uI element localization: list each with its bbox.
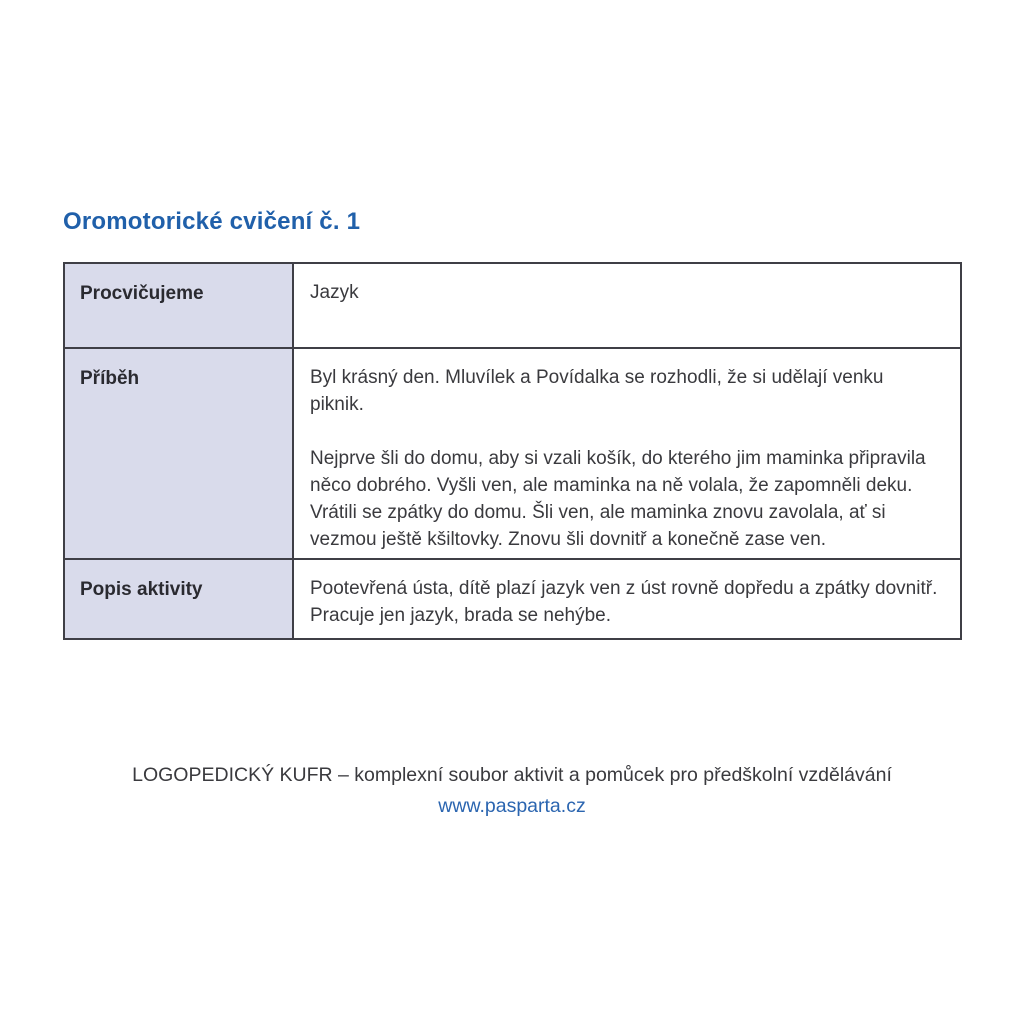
table-row-pribeh <box>64 348 961 559</box>
row-content-popis-aktivity <box>293 559 961 639</box>
row-content-procvicujeme <box>293 263 961 348</box>
content-paragraph: Jazyk <box>310 282 359 303</box>
content-paragraph: Nejprve šli do domu, aby si vzali košík, do kterého jim maminka připravila něco dobrého. Vyšli ven, ale maminka na ně volala, že zapomněli deku. Vrátili se zpátky do domu. Šli ven, ale maminka znovu zavolala, ať si vezmou ještě kšiltovky. Znovu šli dovnitř a konečně zase ven. <box>310 448 926 550</box>
footer <box>0 762 1024 820</box>
content-paragraph: Byl krásný den. Mluvílek a Povídalka se rozhodli, že si udělají venku piknik. <box>310 367 884 415</box>
page-title: Oromotorické cvičení č. 1 <box>63 208 361 235</box>
row-content-pribeh <box>293 348 961 559</box>
exercise-table <box>63 262 962 640</box>
footer-link[interactable]: www.pasparta.cz <box>438 795 586 817</box>
footer-text: LOGOPEDICKÝ KUFR – komplexní soubor aktivit a pomůcek pro předškolní vzdělávání <box>132 764 892 786</box>
table-row-popis-aktivity <box>64 559 961 639</box>
table-row-procvicujeme <box>64 263 961 348</box>
row-label-pribeh: Příběh <box>64 348 293 559</box>
row-label-popis-aktivity: Popis aktivity <box>64 559 293 639</box>
content-paragraph: Pootevřená ústa, dítě plazí jazyk ven z úst rovně dopředu a zpátky dovnitř. Pracuje jen jazyk, brada se nehýbe. <box>310 578 938 626</box>
row-label-procvicujeme: Procvičujeme <box>64 263 293 348</box>
